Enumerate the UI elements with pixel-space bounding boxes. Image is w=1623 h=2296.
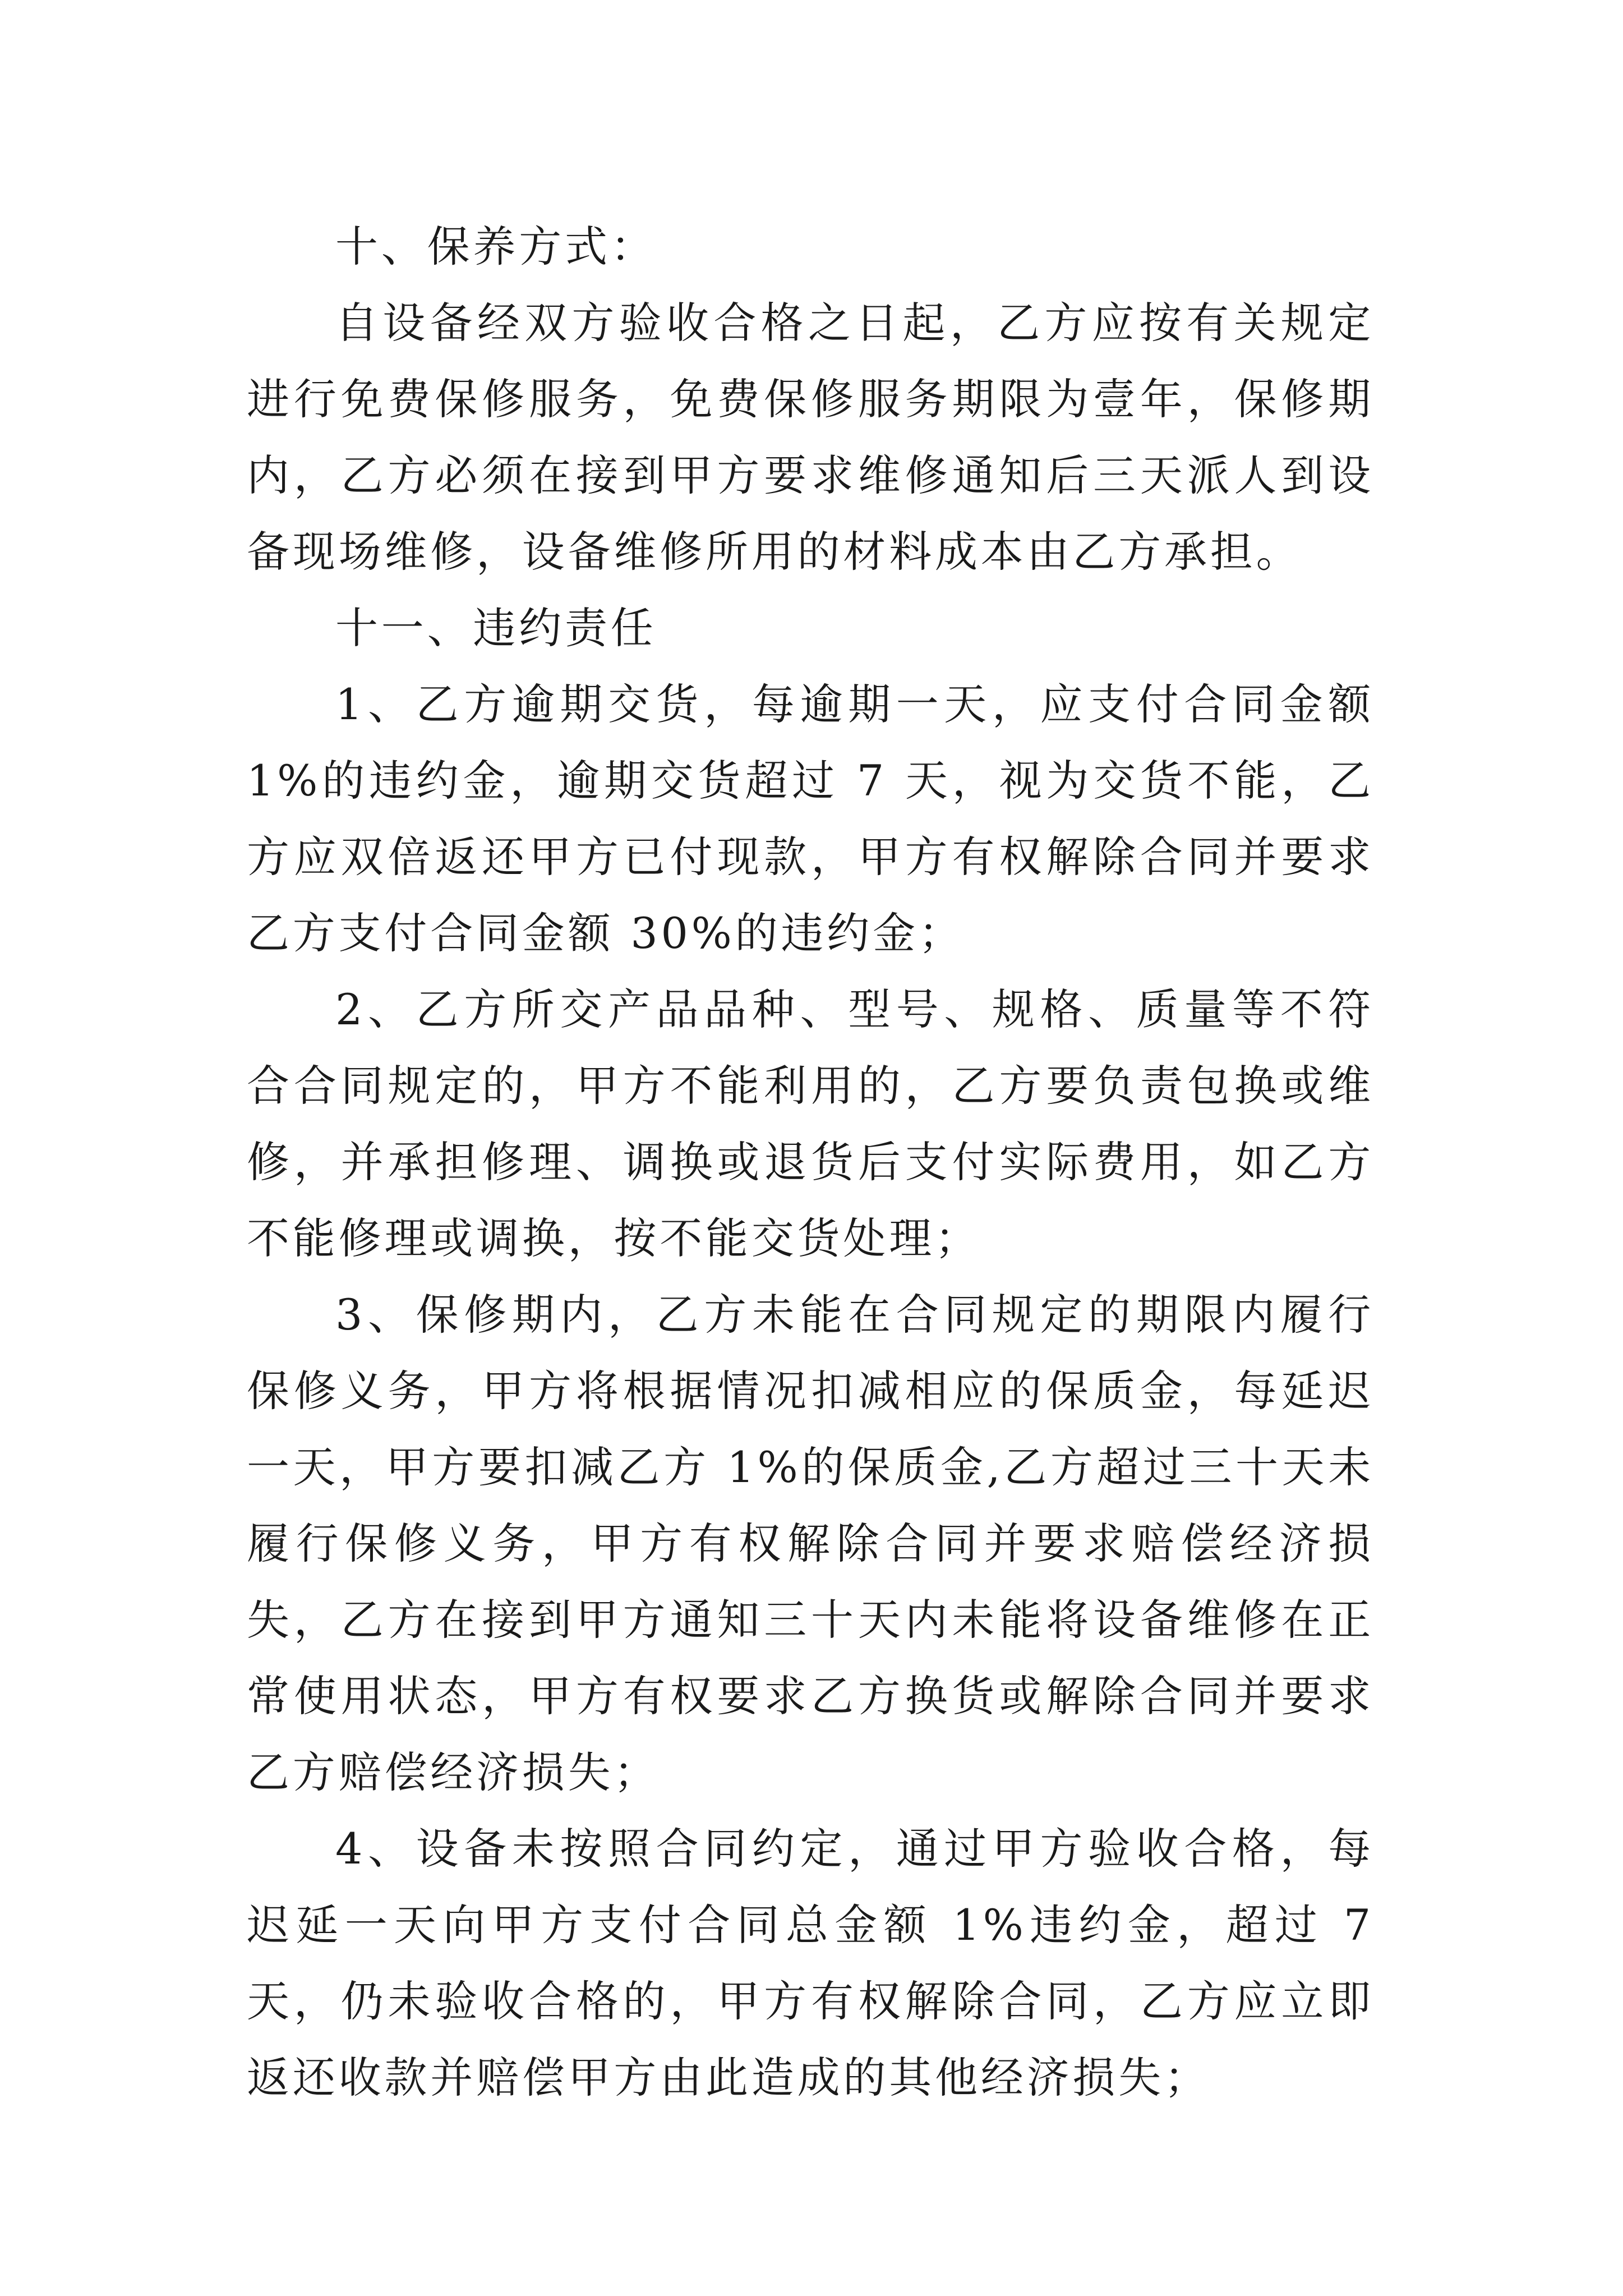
section-heading-liability: 十一、违约责任: [335, 603, 657, 653]
clause-warranty-obligations: 3、保修期内，乙方未能在合同规定的期限内履行保修义务，甲方将根据情况扣减相应的保质金，每延迟一天，甲方要扣减乙方 1%的保质金,乙方超过三十天未履行保修义务，甲方有权解除合同并要求赔偿经济损失，乙方在接到甲方通知三十天内未能将设备维修在正常使用状态，甲方有权要求乙方换货或解除合同并要求乙方赔偿经济损失；: [247, 1290, 1374, 1797]
clause-late-delivery: 1、乙方逾期交货，每逾期一天，应支付合同金额 1%的违约金，逾期交货超过 7 天，视为交货不能，乙方应双倍返还甲方已付现款，甲方有权解除合同并要求乙方支付合同金额 30%的违约金；: [247, 679, 1374, 958]
clause-nonconforming-product: 2、乙方所交产品品种、型号、规格、质量等不符合合同规定的，甲方不能利用的，乙方要负责包换或维修，并承担修理、调换或退货后支付实际费用，如乙方不能修理或调换，按不能交货处理；: [247, 984, 1374, 1263]
section-heading-maintenance: 十、保养方式：: [335, 222, 657, 272]
paragraph-maintenance-terms: 自设备经双方验收合格之日起，乙方应按有关规定进行免费保修服务，免费保修服务期限为壹年，保修期内，乙方必须在接到甲方要求维修通知后三天派人到设备现场维修，设备维修所用的材料成本由乙方承担。: [247, 298, 1374, 577]
document-body: [247, 209, 1374, 2116]
clause-acceptance-delay: 4、设备未按照合同约定，通过甲方验收合格，每迟延一天向甲方支付合同总金额 1%违约金，超过 7 天，仍未验收合格的，甲方有权解除合同，乙方应立即返还收款并赔偿甲方由此造成的其他经济损失；: [247, 1824, 1374, 2102]
